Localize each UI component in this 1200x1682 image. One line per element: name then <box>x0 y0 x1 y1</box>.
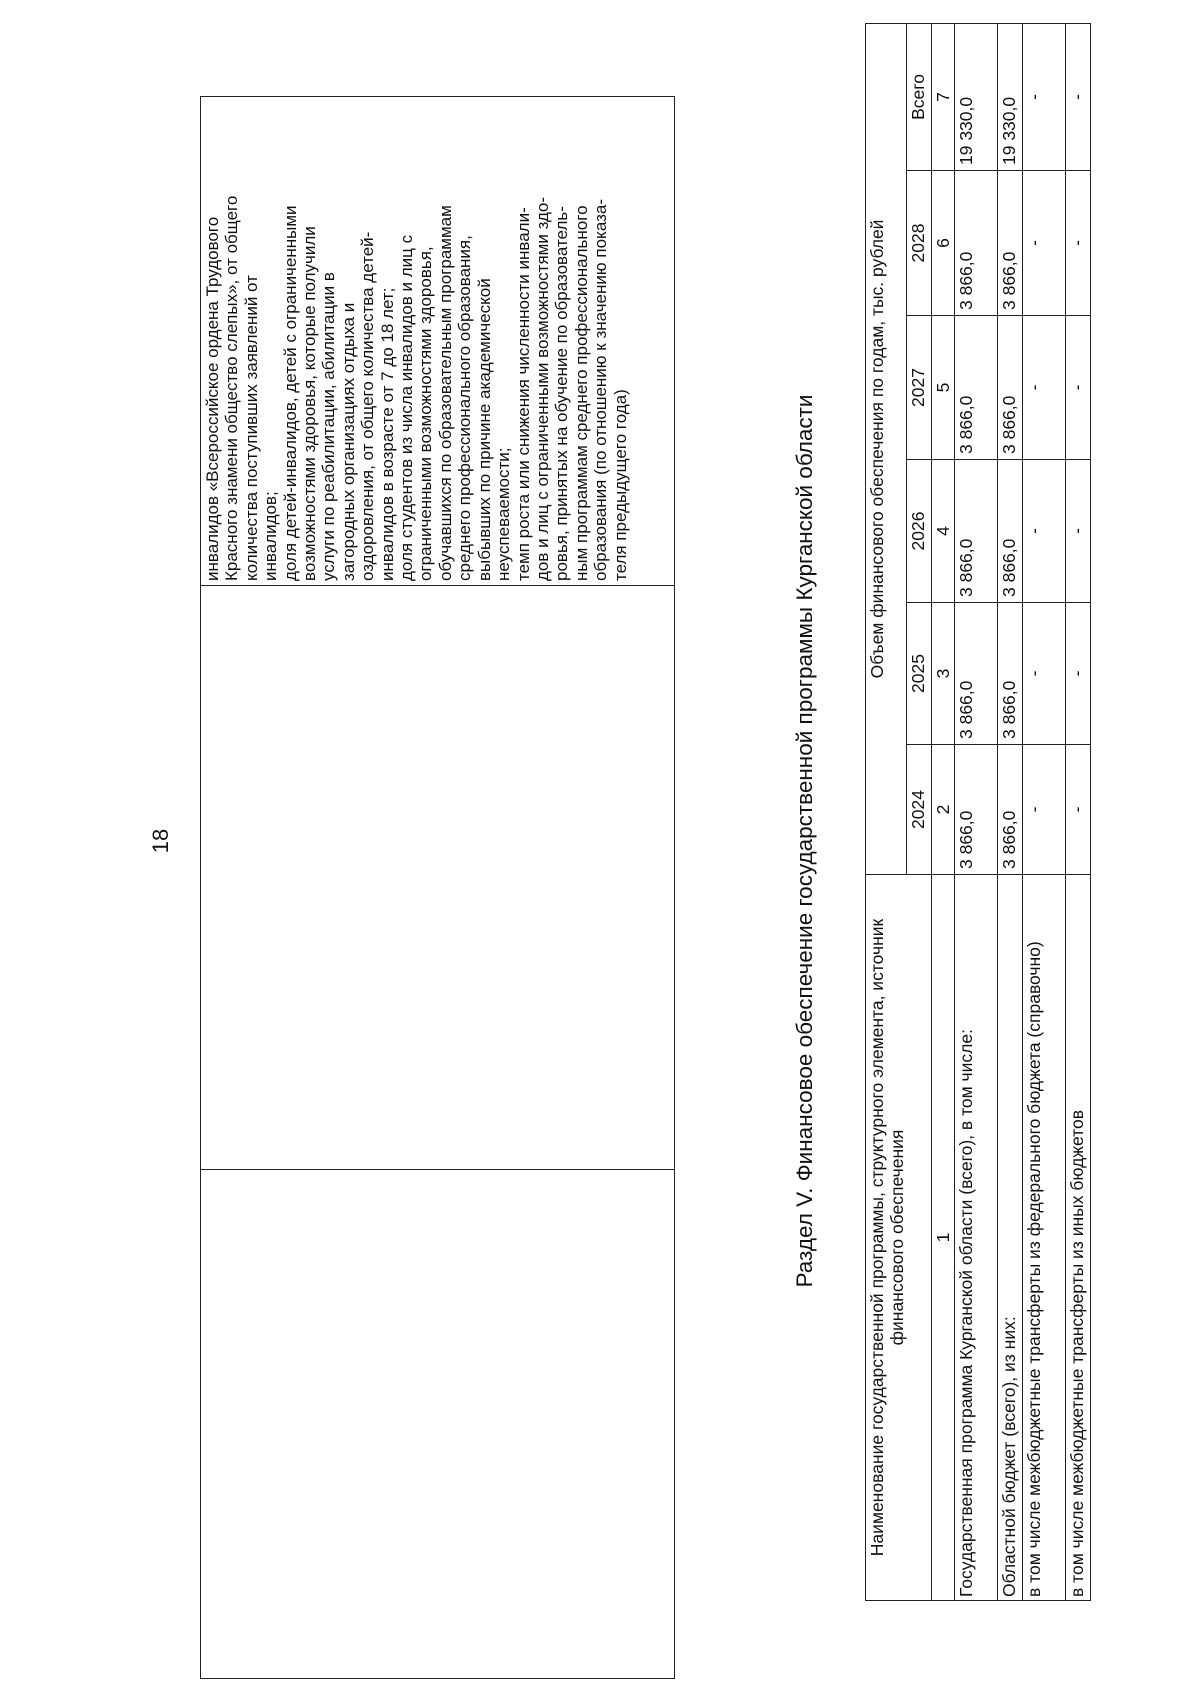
row-value: - <box>1066 745 1091 875</box>
row-value: - <box>1023 171 1066 316</box>
row-value: - <box>1023 460 1066 603</box>
header-name-cell: Наименование государственной программы, структурного элемента, источник финансового обеспечения <box>866 875 932 1601</box>
table-row <box>998 23 1023 1600</box>
row-total: - <box>1023 23 1066 170</box>
row-value: 3 866,0 <box>998 460 1023 603</box>
row-value: 3 866,0 <box>955 603 998 745</box>
table-row <box>1023 23 1066 1600</box>
year-header: 2026 <box>907 460 932 603</box>
row-total: 19 330,0 <box>998 23 1023 170</box>
total-header: Всего <box>907 23 932 170</box>
row-value: 3 866,0 <box>998 316 1023 460</box>
continuation-cell-3 <box>201 97 675 586</box>
row-value: 3 866,0 <box>955 460 998 603</box>
header-volume-cell: Объем финансового обеспечения по годам, тыс. рублей <box>866 23 907 874</box>
row-value: - <box>1023 316 1066 460</box>
row-value: - <box>1023 745 1066 875</box>
row-value: - <box>1066 460 1091 603</box>
row-label: в том числе межбюджетные трансферты из иных бюджетов <box>1066 875 1091 1601</box>
column-number: 5 <box>932 316 955 460</box>
row-label: Областной бюджет (всего), из них: <box>998 875 1023 1601</box>
page-number: 18 <box>148 828 173 854</box>
table-row <box>1066 23 1091 1600</box>
row-value: 3 866,0 <box>998 603 1023 745</box>
year-header: 2025 <box>907 603 932 745</box>
row-value: 3 866,0 <box>955 171 998 316</box>
indicators-text: инвалидов «Всероссийское ордена Трудового Красного знамени общество слепых», от общего количества поступивших заявлений от инвалидов; доля детей-инвалидов, детей с ограниченными возможностями здоровья, которые получили услуги по реабилитации, абилитации в загородных организациях отдыха и оздоровления, от общего количества детей- инвалидов в возрасте от 7 до 18 лет; доля студентов из числа инвалидов и лиц с ограниченными возможностями здоровья, обучавшихся по образовательным программам среднего профессионального образования, выбывших по причине академической неуспеваемости; темп роста или снижения численности инвали- дов и лиц с ограниченными возможностями здо- ровья, принятых на обучение по образователь- ным программам среднего профессионального образования (по отношению к значению показа- теля предыдущего года) <box>203 195 630 581</box>
table-row <box>955 23 998 1600</box>
continuation-cell-1 <box>201 1170 675 1679</box>
continuation-table <box>200 96 675 1679</box>
continuation-cell-2 <box>201 586 675 1170</box>
row-label: Государственная программа Курганской области (всего), в том числе: <box>955 875 998 1601</box>
year-header: 2024 <box>907 745 932 875</box>
column-number: 4 <box>932 460 955 603</box>
year-header: 2028 <box>907 171 932 316</box>
year-header: 2027 <box>907 316 932 460</box>
row-total: 19 330,0 <box>955 23 998 170</box>
row-value: - <box>1023 603 1066 745</box>
row-value: - <box>1066 316 1091 460</box>
row-value: 3 866,0 <box>998 745 1023 875</box>
column-number: 7 <box>932 23 955 170</box>
row-value: - <box>1066 171 1091 316</box>
row-label: в том числе межбюджетные трансферты из федерального бюджета (справочно) <box>1023 875 1066 1601</box>
row-value: 3 866,0 <box>955 745 998 875</box>
row-value: 3 866,0 <box>955 316 998 460</box>
row-value: - <box>1066 603 1091 745</box>
column-number: 6 <box>932 171 955 316</box>
row-total: - <box>1066 23 1091 170</box>
column-number: 2 <box>932 745 955 875</box>
section-title: Раздел V. Финансовое обеспечение государственной программы Курганской области <box>792 394 817 1288</box>
row-value: 3 866,0 <box>998 171 1023 316</box>
column-number: 3 <box>932 603 955 745</box>
finance-table <box>865 23 1091 1601</box>
column-number: 1 <box>932 875 955 1601</box>
